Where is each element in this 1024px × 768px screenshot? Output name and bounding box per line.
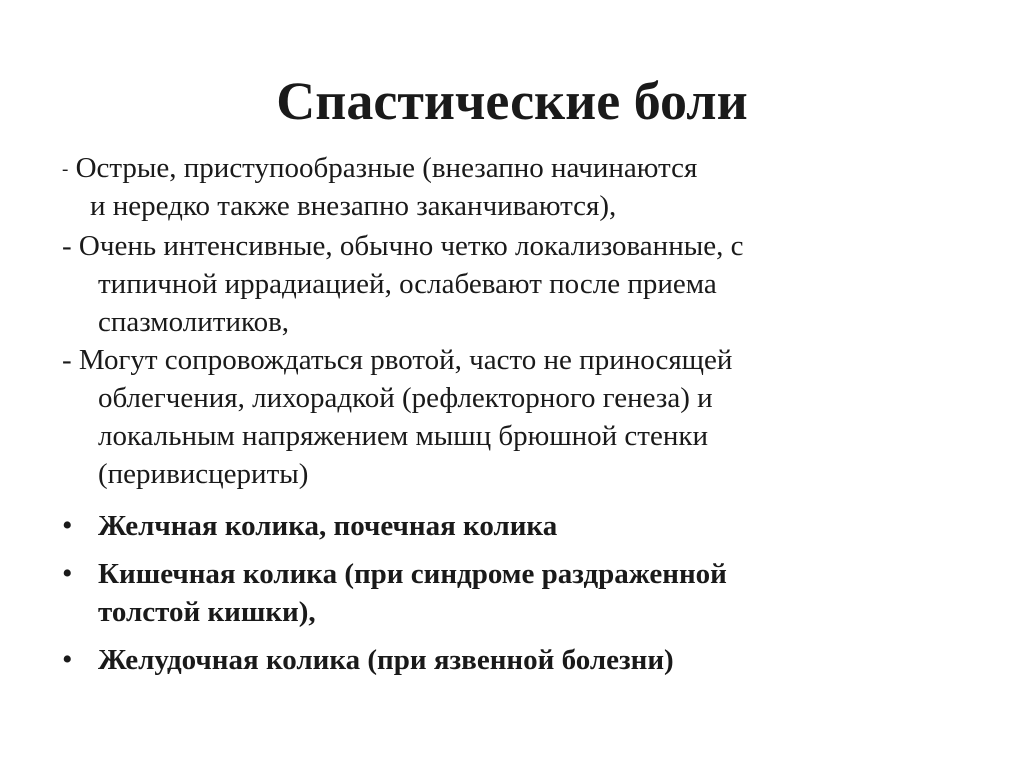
bullet-marker: • xyxy=(62,557,73,590)
bullet-text-line: Желудочная колика (при язвенной болезни) xyxy=(98,644,674,676)
item-text-line: и нередко также внезапно заканчиваются), xyxy=(90,190,617,222)
bullet-text-line: Желчная колика, почечная колика xyxy=(98,510,558,542)
item-text-line: Острые, приступообразные (внезапно начинаются xyxy=(75,152,698,184)
slide-title: Спастические боли xyxy=(276,71,748,131)
item-text-line: (перивисцериты) xyxy=(98,458,309,490)
item-text-line: Очень интенсивные, обычно четко локализованные, с xyxy=(78,230,744,262)
item-text-line: типичной иррадиацией, ослабевают после приема xyxy=(98,268,717,300)
list-item xyxy=(62,150,697,188)
dash-marker: - xyxy=(62,159,69,180)
item-text-line: Могут сопровождаться рвотой, часто не приносящей xyxy=(78,344,733,376)
bullet-marker: • xyxy=(62,643,73,676)
dash-marker: - xyxy=(62,230,72,262)
item-text-line: спазмолитиков, xyxy=(98,306,290,338)
list-item xyxy=(62,342,732,378)
item-text-line: облегчения, лихорадкой (рефлекторного генеза) и xyxy=(98,382,713,414)
item-text-line: локальным напряжением мышц брюшной стенки xyxy=(98,420,708,452)
bullet-text-line: Кишечная колика (при синдроме раздраженной xyxy=(98,558,727,590)
dash-marker: - xyxy=(62,344,72,376)
bullet-text-line: толстой кишки), xyxy=(98,596,316,628)
list-item xyxy=(62,228,743,264)
bullet-marker: • xyxy=(62,509,73,542)
